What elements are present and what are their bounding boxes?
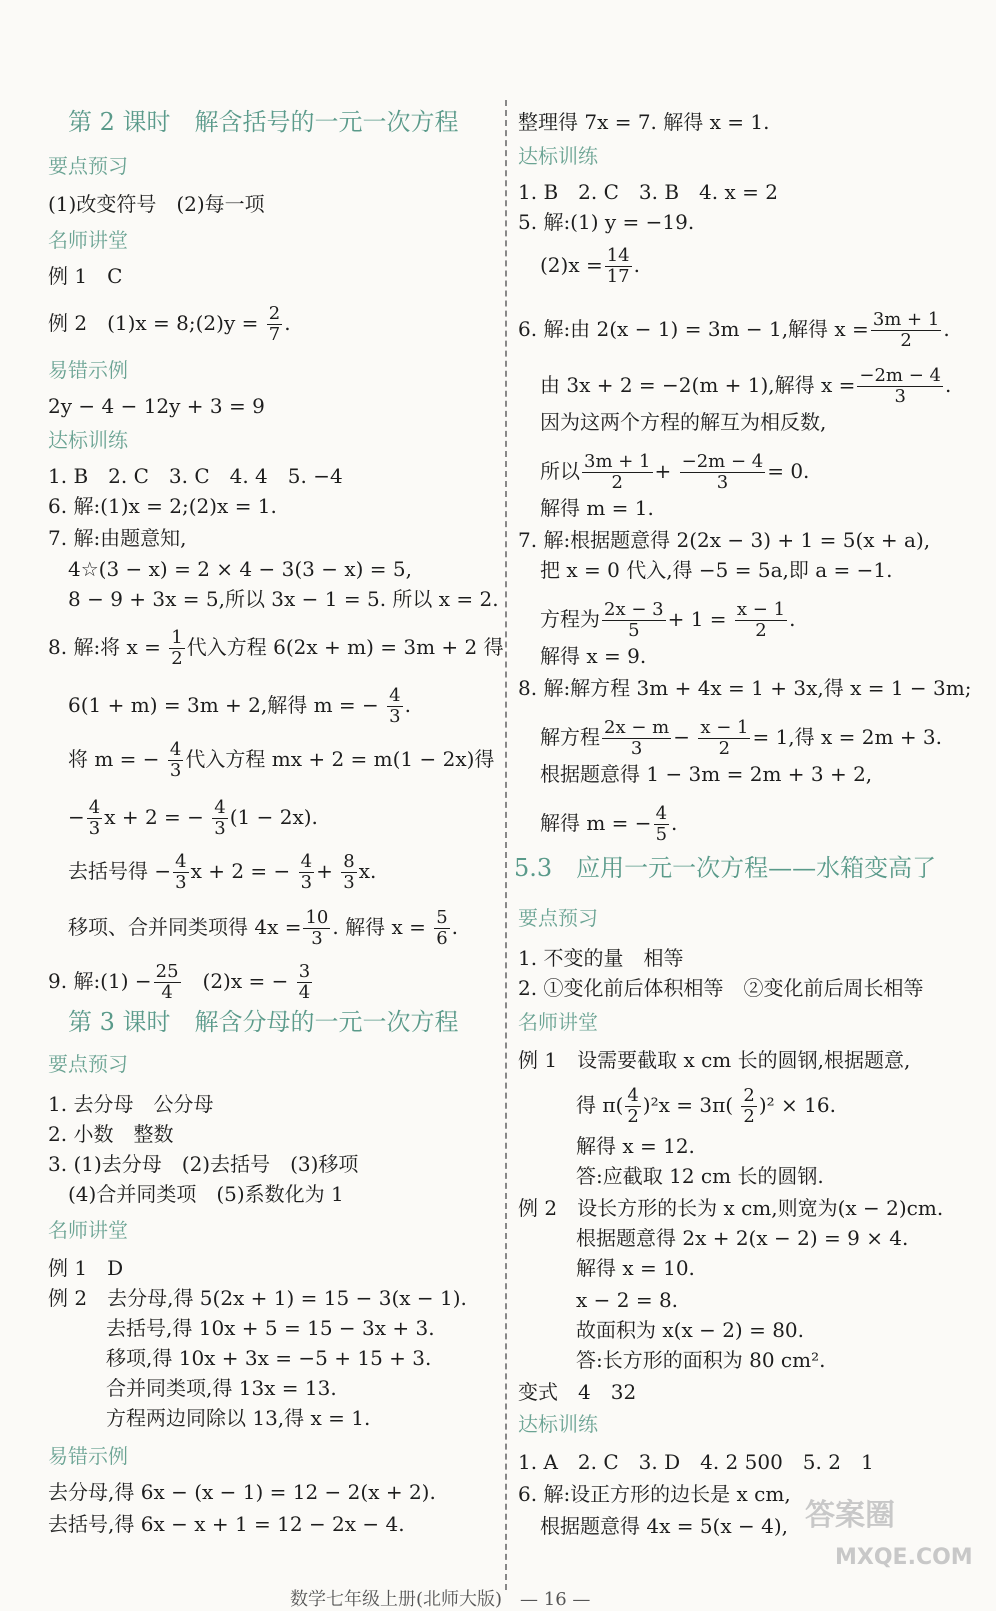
text-line: 将 m = − $\frac{4}{3}$ 代入方程 mx + 2 = m(1 − 2x)得 (68, 739, 495, 781)
text-line: 答:应截取 12 cm 长的圆钢. (576, 1164, 824, 1188)
text-line: 所以 $\frac{3m + 1}{2}$ + $\frac{-2m - 4}{3}$ = 0. (540, 451, 810, 493)
text-line: 变式 4 32 (518, 1380, 637, 1404)
text-line: 根据题意得 2x + 2(x − 2) = 9 × 4. (576, 1226, 909, 1250)
subheading: 要点预习 (518, 906, 598, 930)
text-line: 例 1 C (48, 264, 123, 288)
text-line: x − 2 = 8. (576, 1288, 679, 1312)
text-line: 根据题意得 1 − 3m = 2m + 3 + 2, (540, 762, 873, 786)
text-line: 解得 x = 12. (576, 1134, 695, 1158)
text-line: 5. 解:(1) y = −19. (518, 210, 695, 234)
fraction: $\frac{3m + 1}{2}$ (584, 451, 651, 493)
text-line: 例 1 D (48, 1256, 124, 1280)
watermark-url: MXQE.COM (835, 1545, 973, 1570)
column-divider (505, 100, 507, 1590)
fraction: $\frac{5}{6}$ (436, 907, 448, 949)
fraction: $\frac{3}{4}$ (298, 961, 311, 1003)
text-line: 2y − 4 − 12y + 3 = 9 (48, 394, 265, 418)
text-line: 故面积为 x(x − 2) = 80. (576, 1318, 804, 1342)
text-line: 方程两边同除以 13,得 x = 1. (106, 1406, 371, 1430)
text-line: 1. 去分母 公分母 (48, 1092, 214, 1116)
page-footer: 数学七年级上册(北师大版) — 16 — (290, 1589, 591, 1610)
text-line: 答:长方形的面积为 80 cm². (576, 1348, 826, 1372)
text-line: 2. 小数 整数 (48, 1122, 174, 1146)
text-line: 解方程 $\frac{2x - m}{3}$ − $\frac{x - 1}{2}$ = 1,得 x = 2m + 3. (540, 717, 943, 759)
watermark-logo: 答案圈 (805, 1498, 895, 1533)
fraction: $\frac{4}{3}$ (88, 797, 101, 839)
text-line: 7. 解:根据题意得 2(2x − 3) + 1 = 5(x + a), (518, 528, 931, 552)
fraction: $\frac{4}{3}$ (389, 685, 401, 727)
text-line: 3. (1)去分母 (2)去括号 (3)移项 (48, 1152, 359, 1176)
text-line: 去括号得 − $\frac{4}{3}$ x + 2 = − $\frac{4}{3}$ + $\frac{8}{3}$ x. (68, 851, 377, 893)
text-line: 2. ①变化前后体积相等 ②变化前后周长相等 (518, 976, 924, 1000)
fraction: $\frac{x - 1}{2}$ (736, 599, 786, 641)
text-line: 解得 m = − $\frac{4}{5}$ . (540, 803, 678, 845)
text-line: 去括号,得 6x − x + 1 = 12 − 2x − 4. (48, 1512, 405, 1536)
subheading: 达标训练 (518, 144, 598, 168)
fraction: $\frac{1}{2}$ (171, 627, 183, 669)
subheading: 达标训练 (518, 1412, 598, 1436)
text-line: − $\frac{4}{3}$ x + 2 = − $\frac{4}{3}$ (1 − 2x). (68, 797, 318, 839)
subheading: 要点预习 (48, 154, 128, 178)
text-line: 整理得 7x = 7. 解得 x = 1. (518, 110, 770, 134)
text-line: 8. 解:将 x = $\frac{1}{2}$ 代入方程 6(2x + m) = 3m + 2 得 (48, 627, 504, 669)
fraction: $\frac{2}{7}$ (268, 303, 281, 345)
text-line: 根据题意得 4x = 5(x − 4), (540, 1514, 788, 1538)
fraction: $\frac{8}{3}$ (343, 851, 355, 893)
text-line: 例 1 设需要截取 x cm 长的圆钢,根据题意, (518, 1048, 911, 1072)
text-line: 6. 解:设正方形的边长是 x cm, (518, 1482, 791, 1506)
text-line: 去分母,得 6x − (x − 1) = 12 − 2(x + 2). (48, 1480, 436, 1504)
text-line: 7. 解:由题意知, (48, 526, 187, 550)
fraction: $\frac{2}{2}$ (743, 1085, 755, 1127)
fraction: $\frac{14}{17}$ (606, 245, 630, 287)
text-line: 解得 x = 9. (540, 644, 647, 668)
text-line: 1. B 2. C 3. B 4. x = 2 (518, 180, 778, 204)
fraction: $\frac{x - 1}{2}$ (700, 717, 749, 759)
text-line: (1)改变符号 (2)每一项 (48, 192, 265, 216)
section-title-5-3: 5.3 应用一元一次方程——水箱变高了 (514, 854, 937, 882)
text-line: 去括号,得 10x + 5 = 15 − 3x + 3. (106, 1316, 435, 1340)
text-line: 9. 解:(1) − $\frac{25}{4}$ (2)x = − $\frac{3}{4}$ (48, 961, 311, 1003)
subheading: 名师讲堂 (518, 1010, 598, 1034)
section-title-lesson2: 第 2 课时 解含括号的一元一次方程 (68, 108, 459, 136)
text-line: 移项,得 10x + 3x = −5 + 15 + 3. (106, 1346, 432, 1370)
text-line: 例 2 去分母,得 5(2x + 1) = 15 − 3(x − 1). (48, 1286, 467, 1310)
text-line: 解得 x = 10. (576, 1256, 695, 1280)
text-line: 8. 解:解方程 3m + 4x = 1 + 3x,得 x = 1 − 3m; (518, 676, 972, 700)
text-line: 1. 不变的量 相等 (518, 946, 684, 970)
text-line: 由 3x + 2 = −2(m + 1),解得 x = $\frac{-2m - 4}{3}$ . (540, 365, 952, 407)
text-line: 因为这两个方程的解互为相反数, (540, 410, 827, 434)
fraction: $\frac{3m + 1}{2}$ (872, 309, 940, 351)
fraction: $\frac{4}{3}$ (169, 739, 182, 781)
fraction: $\frac{4}{3}$ (214, 797, 226, 839)
text-line: 4☆(3 − x) = 2 × 4 − 3(3 − x) = 5, (68, 557, 412, 581)
fraction: $\frac{2x - m}{3}$ (604, 717, 670, 759)
text-line: 得 π( $\frac{4}{2}$ )²x = 3π( $\frac{2}{2}$ )² × 16. (576, 1085, 836, 1127)
fraction: $\frac{4}{3}$ (300, 851, 313, 893)
fraction: $\frac{2x - 3}{5}$ (604, 599, 664, 641)
text-line: 1. B 2. C 3. C 4. 4 5. −4 (48, 464, 343, 488)
text-line: 6(1 + m) = 3m + 2,解得 m = − $\frac{4}{3}$ . (68, 685, 411, 727)
section-title-lesson3: 第 3 课时 解含分母的一元一次方程 (68, 1008, 459, 1036)
text-line: 方程为 $\frac{2x - 3}{5}$ + 1 = $\frac{x - 1}{2}$ . (540, 599, 796, 641)
fraction: $\frac{-2m - 4}{3}$ (681, 451, 764, 493)
fraction: $\frac{4}{2}$ (627, 1085, 639, 1127)
text-line: 解得 m = 1. (540, 496, 654, 520)
text-line: 合并同类项,得 13x = 13. (106, 1376, 337, 1400)
subheading: 易错示例 (48, 1444, 128, 1468)
text-line: 移项、合并同类项得 4x = $\frac{10}{3}$ . 解得 x = $\frac{5}{6}$ . (68, 907, 459, 949)
text-line: (2)x = $\frac{14}{17}$ . (540, 245, 640, 287)
text-line: 1. A 2. C 3. D 4. 2 500 5. 2 1 (518, 1450, 874, 1474)
text-line: 例 2 (1)x = 8;(2)y = $\frac{2}{7}$ . (48, 303, 291, 345)
fraction: $\frac{10}{3}$ (305, 907, 329, 949)
subheading: 名师讲堂 (48, 228, 128, 252)
fraction: $\frac{4}{3}$ (175, 851, 187, 893)
fraction: $\frac{-2m - 4}{3}$ (859, 365, 941, 407)
fraction: $\frac{4}{5}$ (655, 803, 668, 845)
text-line: 8 − 9 + 3x = 5,所以 3x − 1 = 5. 所以 x = 2. (68, 587, 499, 611)
text-line: (4)合并同类项 (5)系数化为 1 (68, 1182, 344, 1206)
subheading: 易错示例 (48, 358, 128, 382)
text-line: 6. 解:由 2(x − 1) = 3m − 1,解得 x = $\frac{3m + 1}{2}$ . (518, 309, 950, 351)
subheading: 名师讲堂 (48, 1218, 128, 1242)
subheading: 要点预习 (48, 1052, 128, 1076)
subheading: 达标训练 (48, 428, 128, 452)
text-line: 例 2 设长方形的长为 x cm,则宽为(x − 2)cm. (518, 1196, 944, 1220)
fraction: $\frac{25}{4}$ (155, 961, 179, 1003)
text-line: 6. 解:(1)x = 2;(2)x = 1. (48, 494, 277, 518)
text-line: 把 x = 0 代入,得 −5 = 5a,即 a = −1. (540, 558, 893, 582)
